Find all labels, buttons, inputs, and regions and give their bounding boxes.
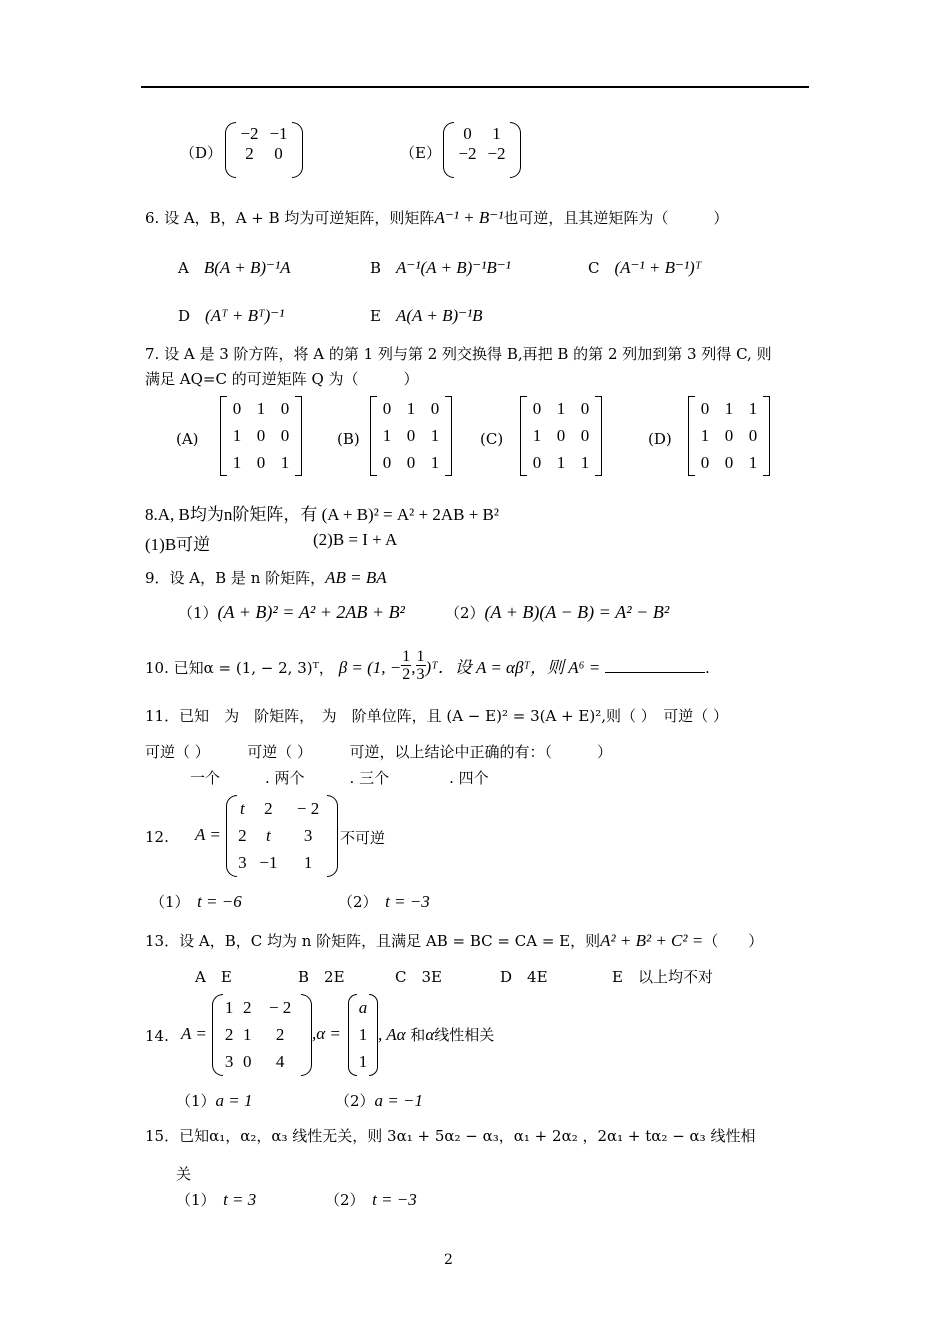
matrix-cell: 1 (580, 452, 590, 472)
matrix-cell: 0 (430, 399, 440, 419)
q15-choice-1: （1） t = 3 (176, 1190, 257, 1209)
q14-alpha-lhs: ,α = (312, 1024, 341, 1043)
matrix-cell: 1 (280, 452, 290, 472)
q10-answer-blank (605, 658, 705, 673)
q5-d-label: （D） (180, 144, 223, 162)
header-rule (141, 86, 809, 88)
matrix-cell: −1 (259, 853, 278, 873)
q15-line2: 关 (176, 1165, 192, 1183)
q7-a-matrix (220, 396, 302, 476)
matrix-cell: 1 (556, 399, 566, 419)
q5-e-matrix (443, 122, 521, 178)
matrix-cell: 1 (532, 425, 542, 445)
q12-choice-2: （2） t = −3 (338, 892, 430, 911)
q12-label: 12. (145, 828, 169, 846)
matrix-cell: 2 (275, 1024, 285, 1044)
matrix-cell: 1 (224, 997, 234, 1017)
q11-line2: 可逆（ ） 可逆（ ） 可逆，以上结论中正确的有：（ ） (145, 743, 613, 761)
q12-tail: 不可逆 (340, 829, 386, 847)
q13-option-d: D 4E (500, 968, 548, 986)
q6-option-b: B A⁻¹(A + B)⁻¹B⁻¹ (370, 258, 511, 277)
q7-a-label: (A) (176, 430, 199, 448)
q7-line2: 满足 AQ=C 的可逆矩阵 Q 为（ ） (145, 370, 419, 388)
matrix-cell: 0 (532, 452, 542, 472)
matrix-cell: 0 (700, 452, 710, 472)
matrix-cell: 0 (256, 452, 266, 472)
matrix-cell: 0 (406, 425, 416, 445)
matrix-cell: − 2 (296, 798, 320, 818)
q7-b-matrix (370, 396, 452, 476)
matrix-cell: 0 (232, 399, 242, 419)
q13-option-c: C 3E (395, 968, 442, 986)
matrix-cell: 0 (256, 425, 266, 445)
matrix-cell: 1 (700, 425, 710, 445)
q6-option-a: A B(A + B)⁻¹A (178, 258, 291, 277)
matrix-cell: 0 (280, 425, 290, 445)
matrix-cell: 1 (748, 399, 758, 419)
q7-b-label: (B) (337, 430, 360, 448)
q12-matrix (226, 795, 338, 877)
q8-choice-2: (2)B = I + A (313, 530, 398, 549)
matrix-cell: 0 (700, 399, 710, 419)
q6-option-d: D (Aᵀ + Bᵀ)⁻¹ (178, 306, 285, 325)
matrix-cell: 0 (242, 1052, 252, 1072)
q15-choice-2: （2） t = −3 (325, 1190, 417, 1209)
matrix-cell: a (358, 997, 368, 1017)
q14-tail: , Aα 和α线性相关 (378, 1025, 495, 1044)
matrix-cell: −2 (458, 144, 477, 163)
matrix-cell: 2 (242, 997, 252, 1017)
matrix-cell: 1 (232, 425, 242, 445)
q14-lhs: A = (181, 1024, 207, 1043)
q6-stem: 6. 设 A，B，A + B 均为可逆矩阵，则矩阵A⁻¹ + B⁻¹也可逆，且其逆矩阵为（ ） (145, 208, 729, 227)
matrix-cell: 1 (242, 1024, 252, 1044)
matrix-cell: 1 (430, 452, 440, 472)
q12-choice-1: （1） t = −6 (150, 892, 242, 911)
matrix-cell: − 2 (268, 997, 292, 1017)
q7-c-label: (C) (480, 430, 504, 448)
q11-line1: 11．已知 为 阶矩阵， 为 阶单位阵，且 (A − E)² = 3(A + E)²,则（ ） 可逆（ ） (145, 707, 729, 725)
q7-c-matrix (520, 396, 602, 476)
matrix-cell: 2 (224, 1024, 234, 1044)
q5-e-label: （E） (400, 144, 441, 162)
matrix-cell: 0 (274, 144, 283, 163)
matrix-cell: −1 (269, 124, 288, 143)
matrix-cell: 1 (358, 1024, 368, 1044)
matrix-cell: 0 (280, 399, 290, 419)
q13-option-b: B 2E (298, 968, 345, 986)
matrix-cell: 1 (556, 452, 566, 472)
matrix-cell: 1 (492, 124, 501, 143)
matrix-cell: 3 (224, 1052, 234, 1072)
q5-d-matrix (225, 122, 303, 178)
matrix-cell: 1 (256, 399, 266, 419)
matrix-cell: 3 (303, 825, 313, 845)
page-number: 2 (444, 1252, 453, 1268)
q7-line1: 7. 设 A 是 3 阶方阵，将 A 的第 1 列与第 2 列交换得 B,再把 B 的第 2 列加到第 3 列得 C, 则 (145, 345, 772, 363)
matrix-cell: 2 (238, 825, 247, 845)
matrix-cell: 1 (724, 399, 734, 419)
matrix-cell: 2 (245, 144, 254, 163)
matrix-cell: 0 (406, 452, 416, 472)
q14-label: 14. (145, 1027, 169, 1045)
q14-matrix (212, 994, 312, 1076)
matrix-cell: 0 (724, 452, 734, 472)
q9-choice-2: （2）(A + B)(A − B) = A² − B² (445, 602, 670, 622)
q14-choice-2: （2）a = −1 (335, 1091, 423, 1110)
matrix-cell: 0 (748, 425, 758, 445)
q8-choice-1: (1)B可逆 (145, 535, 211, 554)
matrix-cell: 3 (238, 853, 247, 873)
matrix-cell: 0 (580, 399, 590, 419)
q9-choice-1: （1）(A + B)² = A² + 2AB + B² (178, 602, 405, 622)
q15-line1: 15．已知α₁，α₂，α₃ 线性无关，则 3α₁ + 5α₂ − α₃，α₁ + 2α₂ ，2α₁ + tα₂ − α₃ 线性相 (145, 1127, 756, 1145)
matrix-cell: 0 (580, 425, 590, 445)
q7-d-label: (D) (648, 430, 672, 448)
q13-stem: 13．设 A，B，C 均为 n 阶矩阵，且满足 AB = BC = CA = E，则A² + B² + C² =（ ） (145, 931, 764, 950)
matrix-cell: 0 (724, 425, 734, 445)
q9-stem: 9．设 A，B 是 n 阶矩阵，AB = BA (145, 568, 387, 587)
q10-stem: 10. 已知α = (1, − 2, 3)ᵀ， β = (1, − $\frac{1}{2}$ , $\frac{1}{3}$ )ᵀ．设 A = αβᵀ，则 A⁶ = . (145, 647, 710, 683)
matrix-cell: 1 (382, 425, 392, 445)
q13-option-a: A E (195, 968, 232, 986)
matrix-cell: 0 (463, 124, 472, 143)
matrix-cell: −2 (240, 124, 259, 143)
matrix-cell: −2 (487, 144, 506, 163)
matrix-cell: 1 (406, 399, 416, 419)
matrix-cell: 2 (264, 798, 273, 818)
matrix-cell: 0 (556, 425, 566, 445)
matrix-cell: 1 (303, 853, 313, 873)
matrix-cell: 0 (382, 399, 392, 419)
matrix-cell: 1 (358, 1052, 368, 1072)
q11-line3: 一个 . 两个 . 三个 . 四个 (190, 769, 489, 787)
matrix-cell: 1 (748, 452, 758, 472)
matrix-cell: 4 (275, 1052, 285, 1072)
q8-stem: 8.A, B均为n阶矩阵，有 (A + B)² = A² + 2AB + B² (145, 505, 499, 524)
matrix-cell: 0 (532, 399, 542, 419)
matrix-cell: t (239, 798, 245, 818)
matrix-cell: 1 (232, 452, 242, 472)
q6-option-c: C (A⁻¹ + B⁻¹)ᵀ (588, 258, 702, 277)
matrix-cell: 1 (430, 425, 440, 445)
q12-lhs: A = (195, 825, 221, 844)
matrix-cell: t (266, 825, 271, 845)
q14-vector (348, 994, 378, 1076)
q6-option-e: E A(A + B)⁻¹B (370, 306, 483, 325)
matrix-cell: 0 (382, 452, 392, 472)
q7-d-matrix (688, 396, 770, 476)
q13-option-e: E 以上均不对 (612, 968, 713, 986)
q14-choice-1: （1）a = 1 (176, 1091, 253, 1110)
